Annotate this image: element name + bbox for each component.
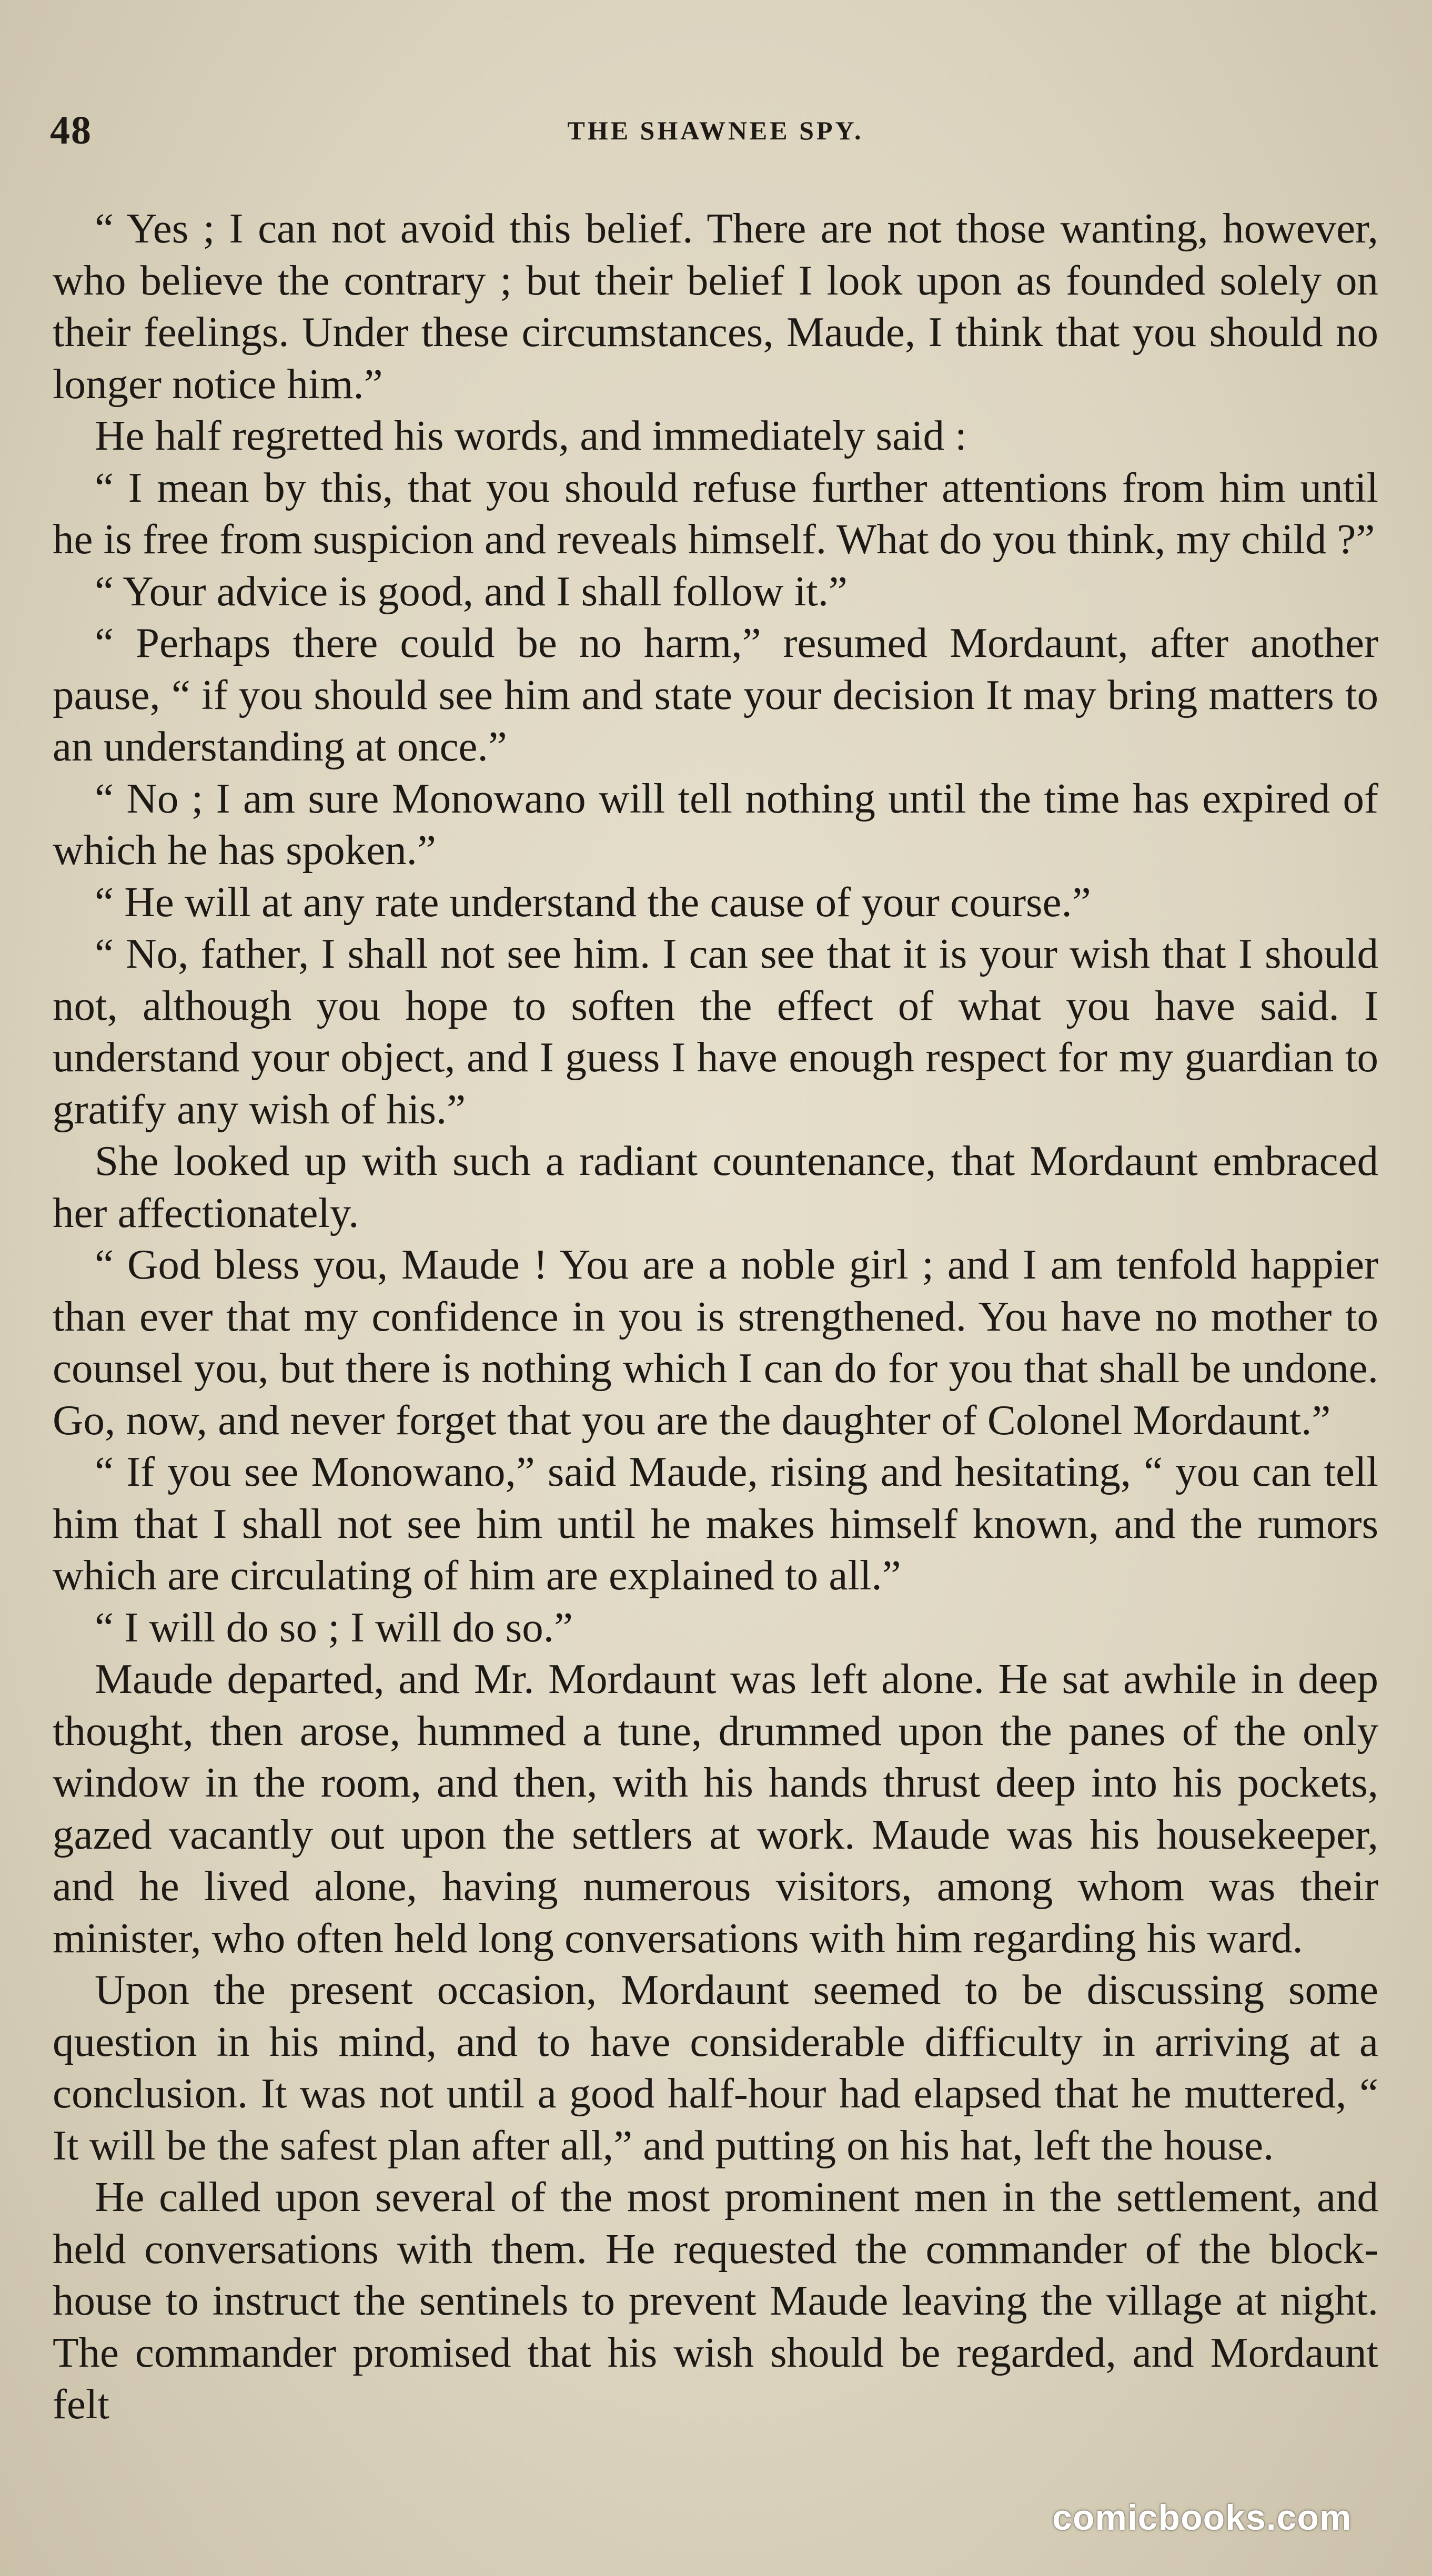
- paragraph: “ If you see Monowano,” said Maude, rising and hesitating, “ you can tell him that I shall not see him until he makes himself known, and the rumors which are circulating of him are explained to all.”: [53, 1448, 1378, 1599]
- paragraph: “ I mean by this, that you should refuse further attentions from him until he is free from suspicion and reveals himself. What do you think, my child ?”: [53, 463, 1378, 563]
- paragraph: “ Your advice is good, and I shall follow it.”: [95, 567, 848, 615]
- page-number: 48: [50, 108, 92, 153]
- paragraph: He called upon several of the most prominent men in the settlement, and held conversations with them. He requested the commander of the block-house to instruct the sentinels to prevent Maude leaving the village at night. The commander promised that his wish should be regarded, and Mordaunt felt: [53, 2173, 1378, 2428]
- paragraph: He half regretted his words, and immediately said :: [95, 412, 967, 459]
- paragraph: “ Yes ; I can not avoid this belief. There are not those wanting, however, who believe the contrary ; but their belief I look upon as founded solely on their feelings. Under these circumstances, Maude, I think that you should no longer notice him.”: [53, 205, 1378, 408]
- paragraph: “ No ; I am sure Monowano will tell nothing until the time has expired of which he has spoken.”: [53, 774, 1378, 874]
- page-header: [50, 108, 1381, 155]
- paragraph: “ God bless you, Maude ! You are a noble girl ; and I am tenfold happier than ever that my confidence in you is strengthened. You have no mother to counsel you, but there is nothing which I can do for you that shall be undone. Go, now, and never forget that you are the daughter of Colonel Mordaunt.”: [53, 1241, 1378, 1444]
- paragraph: “ No, father, I shall not see him. I can see that it is your wish that I should not, although you hope to soften the effect of what you have said. I understand your object, and I guess I have enough respect for my guardian to gratify any wish of his.”: [53, 930, 1378, 1133]
- body-text: [53, 202, 1378, 2430]
- paragraph: She looked up with such a radiant countenance, that Mordaunt embraced her affectionately.: [53, 1137, 1378, 1236]
- paragraph: “ I will do so ; I will do so.”: [95, 1603, 573, 1651]
- paragraph: Maude departed, and Mr. Mordaunt was left alone. He sat awhile in deep thought, then arose, hummed a tune, drummed upon the panes of the only window in the room, and then, with his hands thrust deep into his pockets, gazed vacantly out upon the settlers at work. Maude was his housekeeper, and he lived alone, having numerous visitors, among whom was their minister, who often held long conversations with him regarding his ward.: [53, 1655, 1378, 1962]
- watermark: comicbooks.com: [1052, 2498, 1352, 2538]
- paragraph: “ He will at any rate understand the cause of your course.”: [95, 878, 1091, 926]
- paragraph: “ Perhaps there could be no harm,” resumed Mordaunt, after another pause, “ if you should see him and state your decision It may bring matters to an understanding at once.”: [53, 619, 1378, 770]
- running-head: THE SHAWNEE SPY.: [567, 116, 864, 145]
- paragraph: Upon the present occasion, Mordaunt seemed to be discussing some question in his mind, and to have considerable difficulty in arriving at a conclusion. It was not until a good half-hour had elapsed that he muttered, “ It will be the safest plan after all,” and putting on his hat, left the house.: [53, 1966, 1378, 2169]
